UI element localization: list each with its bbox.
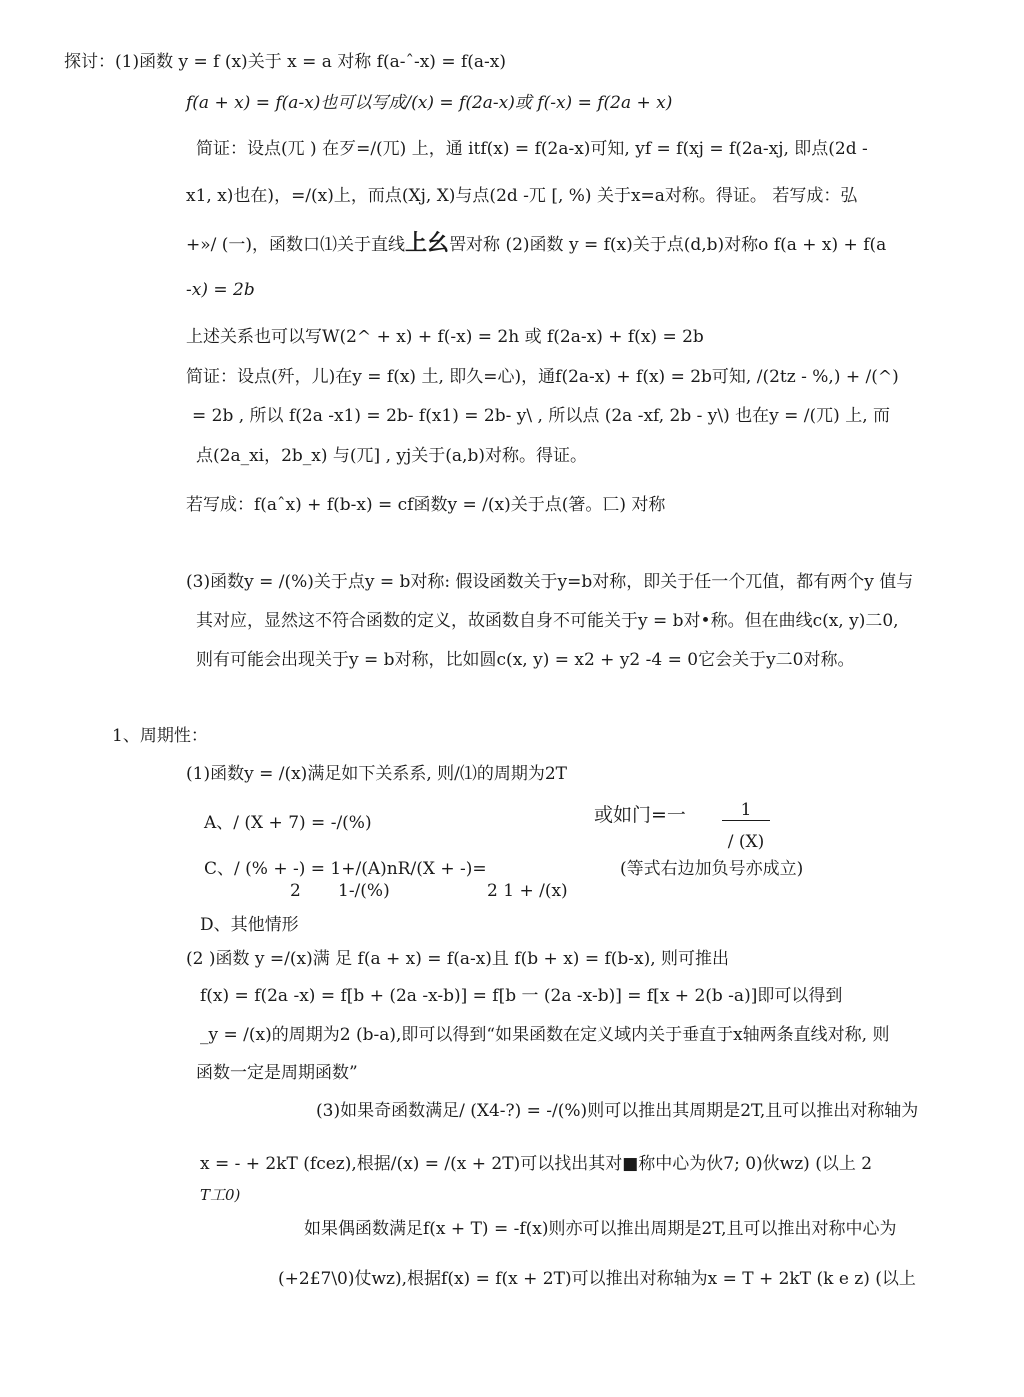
text-line: x = - + 2kT (fcez),根据/(x) = /(x + 2T)可以找出其对■称中心为伙7; 0)伙wz) (以上 2: [200, 1154, 873, 1174]
text-line: 函数一定是周期函数”: [196, 1063, 358, 1083]
text-line: (1)函数y = /(x)满足如下关系系, 则/⑴的周期为2T: [186, 764, 568, 784]
fraction-numerator: 1: [740, 800, 752, 820]
text-line: D、其他情形: [200, 915, 299, 935]
text-fragment: 上幺: [405, 230, 450, 256]
text-line: T工0): [200, 1186, 241, 1204]
text-line: 若写成：f(aˆx) + f(b-x) = cf函数y = /(x)关于点(箸。匸) 对称: [186, 495, 666, 515]
text-line: 探讨：(1)函数 y = f (x)关于 x = a 对称 f(a-ˆ-x) = f(a-x): [64, 52, 507, 72]
text-line: _y = /(x)的周期为2 (b-a),即可以得到“如果函数在定义域内关于垂直于x轴两条直线对称, 则: [200, 1025, 890, 1045]
text-line: 或如门=一: [594, 804, 686, 826]
text-line: f(x) = f(2a -x) = f[b + (2a -x-b)] = f[b 一 (2a -x-b)] = f[x + 2(b -a)]即可以得到: [200, 986, 843, 1006]
text-line: 其对应，显然这不符合函数的定义，故函数自身不可能关于y = b对•称。但在曲线c(x, y)二0,: [196, 611, 899, 631]
section-heading: 1、周期性：: [112, 726, 208, 746]
text-line: 简证：设点(兀 ) 在歹=/(兀) 上，通 itf(x) = f(2a-x)可知, yf = f(xj = f(2a-xj, 即点(2d -: [196, 139, 868, 159]
text-line: [186, 232, 886, 256]
text-line: (2 )函数 y =/(x)满 足 f(a + x) = f(a-x)且 f(b + x) = f(b-x), 则可推出: [186, 949, 730, 969]
text-line: 则有可能会出现关于y = b对称，比如圆c(x, y) = x2 + y2 -4 = 0它会关于y二0对称。: [196, 650, 855, 670]
text-line: (等式右边加负号亦成立): [620, 859, 804, 879]
fraction-denominator: / (X): [727, 832, 765, 852]
text-line: 上述关系也可以写W(2^ + x) + f(-x) = 2h 或 f(2a-x) + f(x) = 2b: [186, 327, 704, 347]
text-fragment: 2 1 + /(x): [487, 881, 568, 901]
text-line: A、/ (X + 7) = -/(%): [204, 813, 372, 833]
fraction-bar: [722, 820, 770, 821]
text-fragment: 1-/(%): [338, 881, 390, 901]
text-fragment: +»/ (一)，函数口⑴关于直线: [186, 235, 406, 255]
text-line: (3)如果奇函数满足/ (X4-?) = -/(%)则可以推出其周期是2T,且可以推出对称轴为: [316, 1101, 919, 1121]
text-line: -x) = 2b: [186, 280, 255, 300]
text-line: (3)函数y = /(%)关于点y = b对称: 假设函数关于y=b对称，即关于任一个兀值，都有两个y 值与: [186, 572, 914, 592]
text-line: x1, x)也在)，=/(x)上，而点(Xj, X)与点(2d -兀 [, %) 关于x=a对称。得证。 若写成：弘: [186, 186, 858, 206]
text-line: 点(2a_xi，2b_x) 与(兀] , yj关于(a,b)对称。得证。: [196, 446, 587, 466]
text-line: f(a + x) = f(a-x)也可以写成/(x) = f(2a-x)或 f(-x) = f(2a + x): [186, 93, 673, 113]
text-line: = 2b , 所以 f(2a -x1) = 2b- f(x1) = 2b- y\ , 所以点 (2a -xf, 2b - y\) 也在y = /(兀) 上, 而: [192, 406, 891, 426]
text-fragment: 2: [290, 881, 301, 901]
text-fragment: 罟对称 (2)函数 y = f(x)关于点(d,b)对称o f(a + x) + f(a: [449, 235, 887, 255]
text-line: 如果偶函数满足f(x + T) = -f(x)则亦可以推出周期是2T,且可以推出对称中心为: [304, 1219, 897, 1239]
text-line: 简证：设点(歼，儿)在y = f(x) 土, 即久=心)，通f(2a-x) + f(x) = 2b可知, /(2tz - %,) + /(^): [186, 367, 899, 387]
text-line: (+2£7\0)仗wz),根据f(x) = f(x + 2T)可以推出对称轴为x = T + 2kT (k e z) (以上: [278, 1269, 916, 1289]
text-line: C、/ (% + -) = 1+/(A)nR/(X + -)=: [204, 859, 487, 879]
